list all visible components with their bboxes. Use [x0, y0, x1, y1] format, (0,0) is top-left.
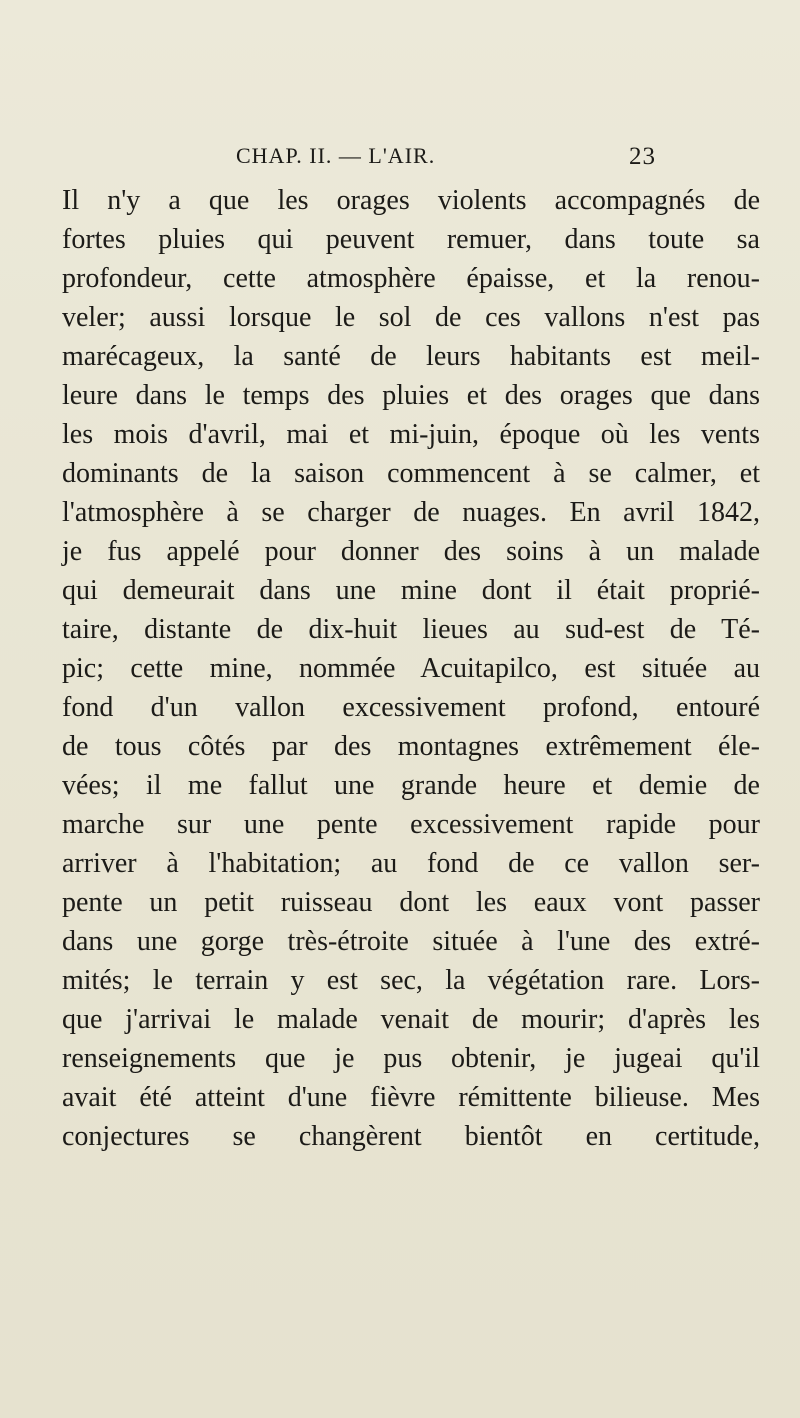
running-header — [236, 143, 656, 177]
text-line: dominants de la saison commencent à se calmer, et — [62, 458, 760, 489]
text-line: renseignements que je pus obtenir, je jugeai qu'il — [62, 1043, 760, 1074]
text-line: avait été atteint d'une fièvre rémittente bilieuse. Mes — [62, 1082, 760, 1113]
text-line: pente un petit ruisseau dont les eaux vont passer — [62, 887, 760, 918]
text-line: dans une gorge très-étroite située à l'une des extré- — [62, 926, 760, 957]
text-line: Il n'y a que les orages violents accompagnés de — [62, 185, 760, 216]
text-line: arriver à l'habitation; au fond de ce vallon ser- — [62, 848, 760, 879]
body-text — [62, 181, 760, 1156]
text-line: de tous côtés par des montagnes extrêmement éle- — [62, 731, 760, 762]
text-line: mités; le terrain y est sec, la végétation rare. Lors- — [62, 965, 760, 996]
text-line: les mois d'avril, mai et mi-juin, époque où les vents — [62, 419, 760, 450]
text-line: marche sur une pente excessivement rapide pour — [62, 809, 760, 840]
text-line: vées; il me fallut une grande heure et demie de — [62, 770, 760, 801]
page-number: 23 — [629, 143, 656, 170]
text-line: qui demeurait dans une mine dont il était proprié- — [62, 575, 760, 606]
text-line: conjectures se changèrent bientôt en certitude, — [62, 1121, 760, 1152]
text-line: que j'arrivai le malade venait de mourir; d'après les — [62, 1004, 760, 1035]
text-line: profondeur, cette atmosphère épaisse, et la renou- — [62, 263, 760, 294]
text-line: pic; cette mine, nommée Acuitapilco, est située au — [62, 653, 760, 684]
text-line: taire, distante de dix-huit lieues au sud-est de Té- — [62, 614, 760, 645]
chapter-title: CHAP. II. — L'AIR. — [236, 143, 436, 168]
text-line: veler; aussi lorsque le sol de ces vallons n'est pas — [62, 302, 760, 333]
text-line: l'atmosphère à se charger de nuages. En avril 1842, — [62, 497, 760, 528]
text-line: marécageux, la santé de leurs habitants est meil- — [62, 341, 760, 372]
text-line: je fus appelé pour donner des soins à un malade — [62, 536, 760, 567]
text-line: fortes pluies qui peuvent remuer, dans toute sa — [62, 224, 760, 255]
text-line: fond d'un vallon excessivement profond, entouré — [62, 692, 760, 723]
text-line: leure dans le temps des pluies et des orages que dans — [62, 380, 760, 411]
